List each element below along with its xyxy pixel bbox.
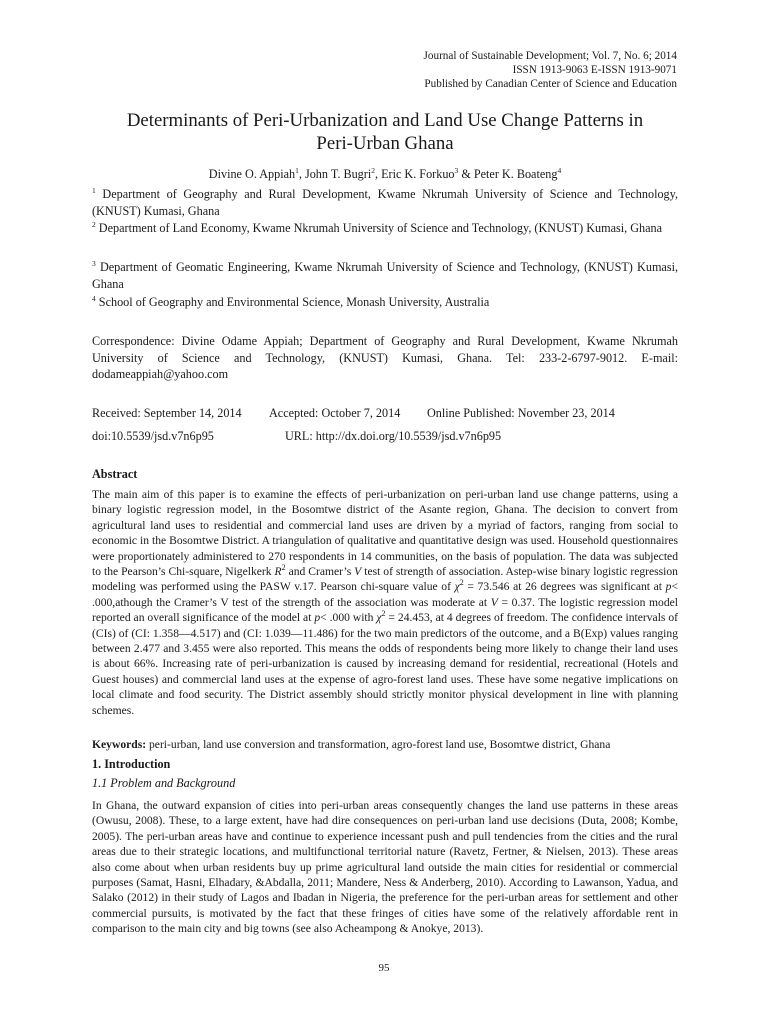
published-date: Online Published: November 23, 2014: [427, 406, 615, 420]
author-name: Eric K. Forkuo: [381, 167, 455, 181]
author-list: [92, 166, 678, 182]
doi-text: doi:10.5539/jsd.v7n6p95: [92, 429, 214, 443]
abstract-segment: < .000 with: [320, 611, 377, 625]
paper-title-line2: Peri-Urban Ghana: [316, 133, 454, 154]
abstract-segment: < .000,athough the Cramer’s V test of the strength of the association was moderate at: [92, 580, 678, 609]
author-affil-marker: 1: [295, 166, 299, 175]
abstract-segment: and Cramer’s: [285, 565, 355, 579]
paper-title: [92, 109, 678, 155]
abstract-symbol: χ: [376, 611, 382, 625]
abstract-superscript: 2: [381, 609, 386, 619]
abstract-symbol: V: [354, 565, 362, 579]
keywords: [92, 737, 678, 752]
introduction-text: In Ghana, the outward expansion of cities into peri-urban areas consequently changes the land use patterns in these areas (Owusu, 2008). These, to a large extent, have had dire consequences on peri-urban land use decisions (Duta, 2008; Kombe, 2005). The peri-urban areas have and continue to experience incessant push and pull tendencies from the cities and the rural areas due to their strategic locations, and multifunctional territorial nature (Ravetz, Fertner, & Nielsen, 2013). These areas also come about when urban residents buy up prime agricultural land outside the main cities for residential or commercial purposes (Samat, Hasni, Elhadary, &Abdalla, 2011; Mandere, Ness & Anderberg, 2010). According to Lawanson, Yadua, and Salako (2012) in their study of Lagos and Ibadan in Nigeria, the preference for the peri-urban areas for settlement and other commercial pursuits, is motivated by the fact that these fringes of cities have some of the relatively affordable rent in comparison to the main city and big towns (see also Acheampong & Anokye, 2013).: [92, 799, 678, 936]
author-name: Divine O. Appiah: [208, 167, 296, 181]
affiliation: [92, 294, 678, 311]
affiliation-text: Department of Land Economy, Kwame Nkrumah University of Science and Technology, (KNUST) Kumasi, Ghana: [98, 221, 663, 235]
journal-citation: Journal of Sustainable Development; Vol. 7, No. 6; 2014: [423, 50, 677, 62]
abstract-segment: The main aim of this paper is to examine the effects of peri-urbanization on peri-urban land use change patterns, using a binary logistic regression model, in the Bosomtwe district of the Asante region, Ghana. The decision to convert from agricultural land uses to residential and commercial land uses are driven by a myriad of factors, ranging from social to economic in the Bosomtwe District. A triangulation of qualitative and quantitative design was used. Household questionnaires were proportionately administered to 270 respondents in 14 communities, on the basis of population. The data was subjected to the Pearson’s Chi-square, Nigelkerk: [92, 488, 678, 579]
abstract-superscript: 2: [281, 563, 286, 573]
doi-url-link[interactable]: URL: http://dx.doi.org/10.5539/jsd.v7n6p95: [285, 429, 502, 443]
author-separator: ,: [298, 167, 305, 181]
page-number: 95: [378, 962, 390, 974]
section-heading: 1. Introduction: [92, 757, 171, 771]
keywords-label: Keywords:: [92, 738, 147, 751]
journal-publisher: Published by Canadian Center of Science and Education: [424, 78, 677, 90]
author-affil-marker: 4: [557, 166, 562, 175]
correspondence-note: Correspondence: Divine Odame Appiah; Department of Geography and Rural Development, Kwame Nkrumah University of Science and Technology, (KNUST) Kumasi, Ghana. Tel: 233-2-6797-9012. E-mail: dodameappiah@yahoo.com: [92, 334, 678, 381]
affiliation-number: 3: [92, 259, 96, 268]
abstract-symbol: p: [665, 580, 672, 594]
affiliation-text: School of Geography and Environmental Science, Monash University, Australia: [98, 295, 490, 309]
abstract-text: [92, 487, 678, 718]
author-name: John T. Bugri: [304, 167, 372, 181]
abstract-superscript: 2: [459, 578, 464, 588]
affiliation: [92, 220, 678, 237]
affiliation-number: 2: [92, 220, 96, 229]
author-name: Peter K. Boateng: [473, 167, 558, 181]
abstract-segment: = 0.37. The logistic regression model reported an overall significance of the model at: [92, 595, 678, 625]
affiliation-text: Department of Geomatic Engineering, Kwame Nkrumah University of Science and Technology, (KNUST) Kumasi, Ghana: [92, 260, 679, 291]
abstract-symbol: p: [314, 611, 321, 625]
abstract-symbol: R: [274, 565, 282, 579]
affiliation-text: Department of Geography and Rural Development, Kwame Nkrumah University of Science and Technology, (KNUST) Kumasi, Ghana: [92, 187, 678, 218]
author-affil-marker: 2: [371, 166, 375, 175]
affiliation: [92, 259, 678, 292]
author-separator: ,: [374, 167, 382, 181]
abstract-segment: = 24.453, at 4 degrees of freedom. The confidence intervals of (CIs) of (CI: 1.358—4.517) and (CI: 1.039—11.486) for the two main predictors of the outcome, and a B(Exp) values ranging between 2.477 and 3.455 were also reported. This means the odds of respondents being more likely to change their land uses is about 66%. Increasing rate of peri-urbanization is caused by increasing demand for residential, recreational (Hotels and Guest houses) and commercial land uses at the expense of agro-forest land uses. These have some negative implications on local climate and food security. The District assembly should strictly monitor physical development in line with planning schemes.: [92, 611, 679, 717]
affiliation: [92, 186, 678, 219]
abstract-heading: Abstract: [92, 467, 138, 481]
subsection-heading: 1.1 Problem and Background: [92, 776, 236, 790]
abstract-segment: = 73.546 at 26 degrees was significant at: [463, 580, 666, 594]
paper-title-line1: Determinants of Peri-Urbanization and Land Use Change Patterns in: [126, 110, 644, 131]
affiliation-number: 4: [92, 294, 96, 303]
abstract-symbol: V: [490, 595, 498, 609]
journal-header: [424, 49, 677, 91]
keywords-text: peri-urban, land use conversion and transformation, agro-forest land use, Bosomtwe district, Ghana: [146, 738, 611, 751]
received-date: Received: September 14, 2014: [92, 406, 242, 420]
affiliation-number: 1: [92, 186, 96, 195]
accepted-date: Accepted: October 7, 2014: [269, 406, 401, 420]
author-affil-marker: 3: [454, 166, 459, 175]
abstract-symbol: χ: [454, 580, 460, 594]
author-separator: &: [458, 167, 474, 181]
abstract-segment: test of strength of association. Astep-wise binary logistic regression modeling was performed using the PASW v.17. Pearson chi-square value of: [92, 565, 678, 594]
journal-issn: ISSN 1913-9063 E-ISSN 1913-9071: [512, 64, 677, 76]
